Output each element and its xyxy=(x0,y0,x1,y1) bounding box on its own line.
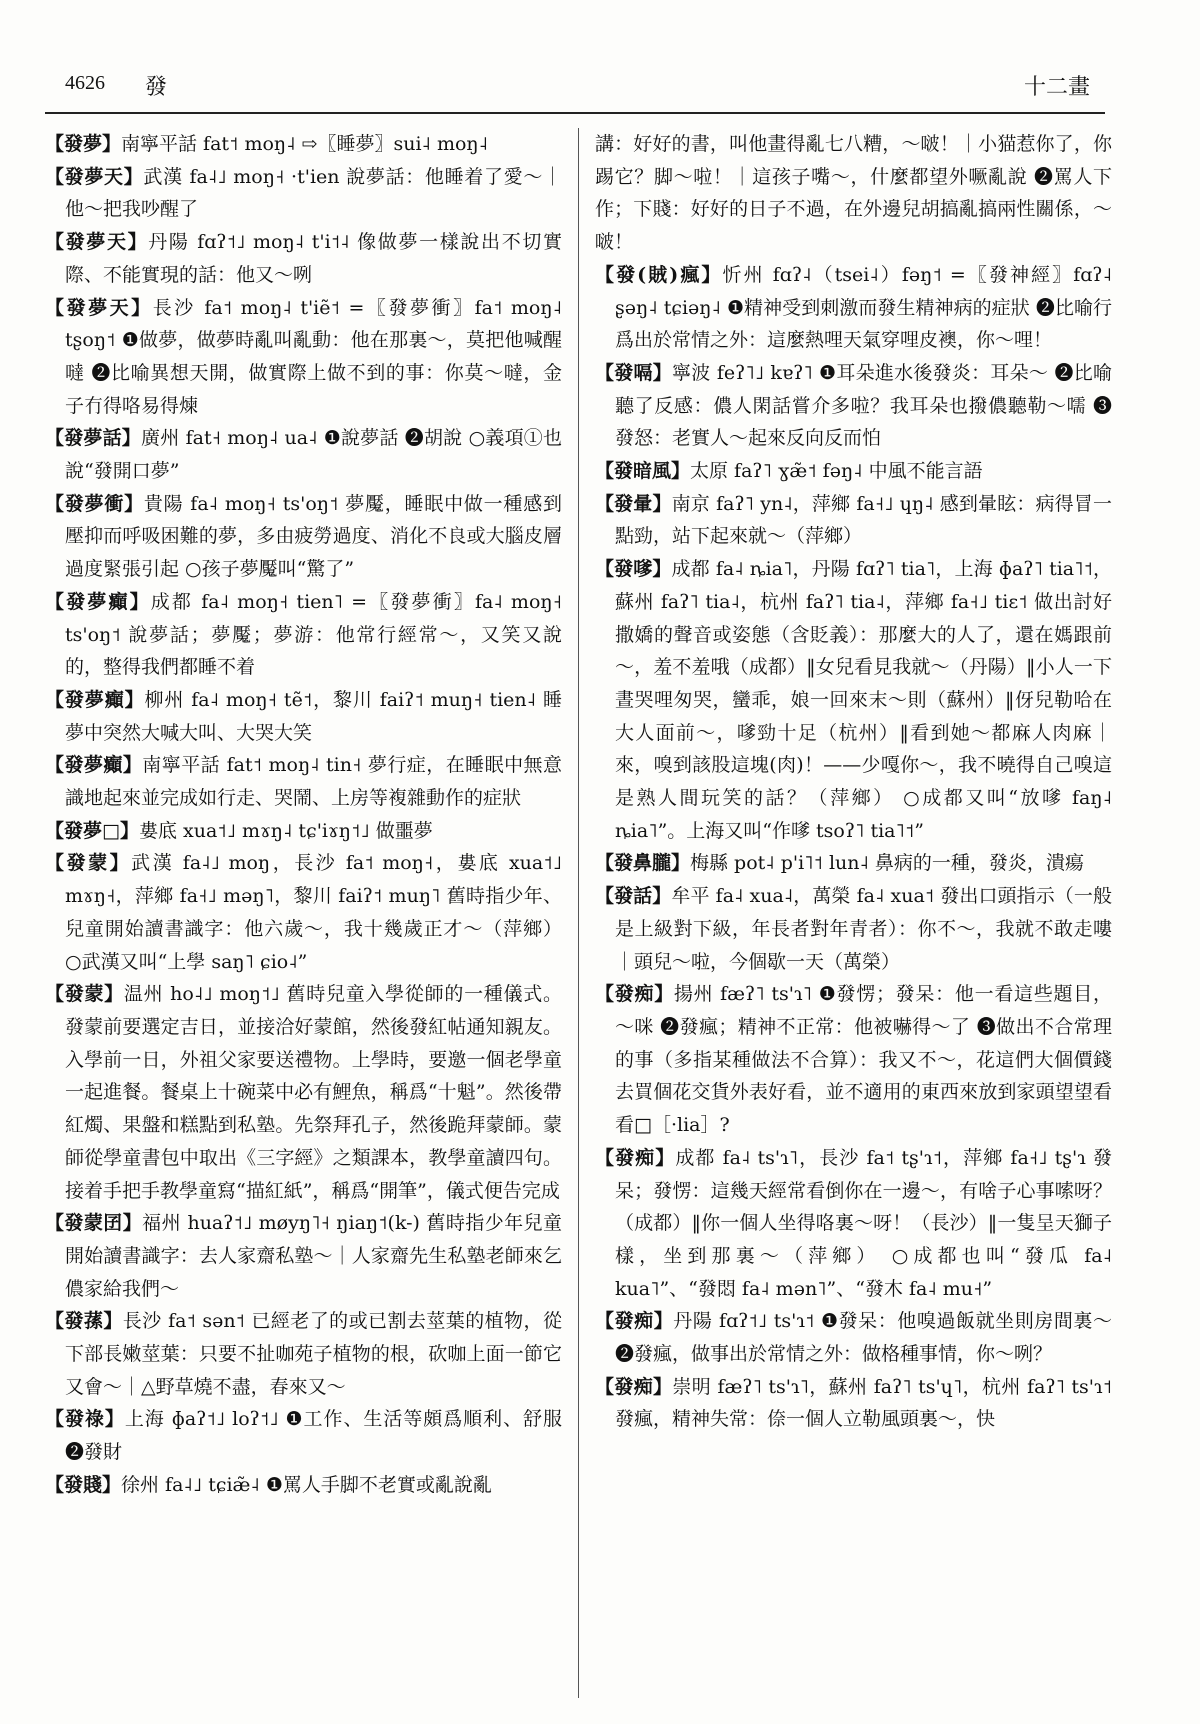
dictionary-entry xyxy=(595,978,1112,1142)
entry-text: 丹陽 fɑʔ˦˩ ts'ɿ˦ ❶發呆：他嗅過飯就坐則房間裏～ ❷發瘋，做事出於常情之外：做格種事情，你～咧？ xyxy=(615,1310,1112,1366)
dictionary-entry xyxy=(45,1305,562,1403)
entry-text: 成都 fa˨ ts'ɿ˥，長沙 fa˦ tʂ'ɿ˦，萍鄉 fa˧˩ tʂ'ɿ 發呆；發愣：這幾天經常看倒你在一邊～，有啥子心事嗦呀？（成都）‖你一個人坐得咯裏～呀！（長沙）‖一隻呈天獅子樣，坐到那裏～（萍鄉） ○成都也叫“發瓜 fa˨ kua˥”、“發悶 fa˨ mən˥”、“發木 fa˨ mu˧” xyxy=(615,1146,1112,1300)
dictionary-entry xyxy=(45,815,562,848)
dictionary-entry xyxy=(595,259,1112,357)
entry-text: 揚州 fæʔ˥ ts'ɿ˥ ❶發愣；發呆：他一看這些題目，～咪 ❷發瘋；精神不正常：他被嚇得～了 ❸做出不合常理的事（多指某種做法不合算）：我又不～，花這們大個價錢去買個花交貨外表好看，並不適用的東西來放到家頭望望看看□［·lia］? xyxy=(615,983,1112,1137)
entry-headword: 【發嗲】 xyxy=(595,558,672,581)
entry-headword: 【發夢□】 xyxy=(45,819,139,842)
entry-text: 南寧平話 fat˦ moŋ˨ ⇨〖睡夢〗sui˨ moŋ˨ xyxy=(121,133,489,155)
page-number: 4626 xyxy=(65,72,105,94)
column-divider xyxy=(578,128,579,1698)
entry-headword: 【發夢】 xyxy=(45,133,122,155)
dictionary-entry xyxy=(45,161,562,226)
entry-headword: 【發夢衝】 xyxy=(45,492,144,515)
entry-headword: 【發蒙】 xyxy=(45,983,124,1006)
dictionary-entry xyxy=(595,1305,1112,1370)
entry-headword: 【發痴】 xyxy=(595,983,674,1006)
header-character: 發 xyxy=(145,75,168,100)
dictionary-entry xyxy=(45,226,562,291)
entry-headword: 【發夢天】 xyxy=(45,296,153,319)
dictionary-entry xyxy=(45,128,562,161)
entry-headword: 【發夢癲】 xyxy=(45,590,151,613)
entry-text: 梅縣 pot˨ p'i˥˦ lun˨ 鼻病的一種，發炎，潰瘍 xyxy=(690,852,1084,875)
dictionary-entry xyxy=(595,1142,1112,1306)
dictionary-entry xyxy=(595,488,1112,553)
entry-text: 成都 fa˨ ȵia˥，丹陽 fɑʔ˥ tia˥，上海 ɸaʔ˥ tia˥˦，蘇州 faʔ˥ tia˨，杭州 faʔ˥ tia˨，萍鄉 fa˧˩ tiɛ˦ 做出討好撒嬌的聲音或姿態（含貶義）：那麼大的人了，還在媽跟前～，羞不羞哦（成都）‖女兒看見我就～（丹陽）‖小人一下晝哭哩匆哭，蠻乖，娘一回來末～則（蘇州）‖伢兒勒哈在大人面前～，嗲勁十足（杭州）‖看到她～都麻人肉麻｜來，嗅到該股這塊(肉)！——少嘎你～，我不曉得自己嗅這是熟人間玩笑的話？（萍鄉） ○成都又叫“放嗲 faŋ˨ ȵia˥”。上海又叫“作嗲 tsoʔ˥ tia˥˦” xyxy=(615,558,1112,842)
entry-headword: 【發夢話】 xyxy=(45,427,141,450)
entry-text: 南京 faʔ˥ yn˨，萍鄉 fa˧˩ ɥŋ˨ 感到暈眩：病得冒一點勁，站下起來就～（萍鄉） xyxy=(615,492,1112,548)
entry-headword: 【發暈】 xyxy=(595,492,672,515)
entry-text: 成都 fa˨ moŋ˧ tien˥ =〖發夢衝〗fa˨ moŋ˧ ts'oŋ˦ 說夢話；夢魘；夢游：他常行經常～，又笑又說的，整得我們都睡不着 xyxy=(65,590,562,679)
dictionary-entry xyxy=(45,422,562,487)
entry-text: 温州 ho˨˩ moŋ˦˩ 舊時兒童入學從師的一種儀式。發蒙前要選定吉日，並接洽好蒙館，然後發紅帖通知親友。入學前一日，外祖父家要送禮物。上學時，要邀一個老學童一起進餐。餐桌上十碗菜中必有鯉魚，稱爲“十魁”。然後帶紅燭、果盤和糕點到私塾。先祭拜孔子，然後跪拜蒙師。蒙師從學童書包中取出《三字經》之類課本，教學童讀四句。接着手把手教學童寫“描紅紙”，稱爲“開筆”，儀式便告完成 xyxy=(65,983,562,1202)
dictionary-entry xyxy=(595,455,1112,488)
entry-text: 牟平 fa˨ xua˨，萬榮 fa˨ xua˦ 發出口頭指示（一般是上級對下級，年長者對年青者）：你不～，我就不敢走嘍｜頭兒～啦，今個歇一天（萬榮） xyxy=(615,885,1112,973)
entry-text: 徐州 fa˨˩ tɕiæ̃˨ ❶罵人手脚不老實或亂說亂 xyxy=(121,1473,492,1496)
dictionary-entry xyxy=(45,488,562,586)
header-section: 十二畫 xyxy=(1023,75,1090,100)
entry-text: 長沙 fa˦ sən˦ 已經老了的或已割去莖葉的植物，從下部長嫩莖葉：只要不扯咖苑子植物的根，砍咖上面一節它又會～｜△野草燒不盡，春來又～ xyxy=(65,1310,562,1398)
entry-text: 貴陽 fa˨ moŋ˧ ts'oŋ˦ 夢魘，睡眠中做一種感到壓抑而呼吸困難的夢，多由疲勞過度、消化不良或大腦皮層過度緊張引起 ○孩子夢魘叫“驚了” xyxy=(65,492,562,581)
entry-headword: 【發痴】 xyxy=(595,1146,676,1169)
entry-headword: 【發嗝】 xyxy=(595,361,673,384)
entry-headword: 【發話】 xyxy=(595,885,672,908)
dictionary-entry xyxy=(45,586,562,684)
entry-text: 忻州 fɑʔ˨（tsei˨）fəŋ˦ =〖發神經〗fɑʔ˨ ʂəŋ˨ tɕiəŋ˨ ❶精神受到刺激而發生精神病的症狀 ❷比喻行爲出於常情之外：這麼熱哩天氣穿哩皮襖，你～哩！ xyxy=(615,263,1112,352)
entry-headword: 【發蒙囝】 xyxy=(45,1212,143,1235)
entry-text: 廣州 fat˧ moŋ˨ ua˨ ❶說夢話 ❷胡說 ○義項①也說“發開口夢” xyxy=(65,427,562,483)
entry-headword: 【發蒙】 xyxy=(45,852,132,875)
entry-headword: 【發賤】 xyxy=(45,1473,122,1496)
dictionary-entry xyxy=(595,880,1112,978)
entry-text: 丹陽 fɑʔ˦˩ moŋ˨ t'i˦˨ 像做夢一樣說出不切實際、不能實現的話：他又～咧 xyxy=(65,231,562,286)
right-column xyxy=(595,128,1112,1698)
dictionary-entry xyxy=(595,847,1112,880)
dictionary-entry xyxy=(45,1403,562,1468)
entry-text: 崇明 fæʔ˥ ts'ɿ˥，蘇州 faʔ˥ ts'ɥ˥，杭州 faʔ˥ ts'ɿ˦ 發瘋，精神失常：倷一個人立勒風頭裏～，快 xyxy=(615,1375,1112,1431)
dictionary-entry xyxy=(45,847,562,978)
dictionary-entry xyxy=(595,357,1112,455)
dictionary-entry xyxy=(45,292,562,423)
entry-text: 上海 ɸaʔ˦˩ loʔ˦˩ ❶工作、生活等頗爲順利、舒服 ❷發財 xyxy=(65,1408,562,1464)
dictionary-entry xyxy=(45,684,562,749)
entry-text: 柳州 fa˨ moŋ˧ tẽ˦，黎川 faiʔ˦ muŋ˧ tien˨ 睡夢中突然大喊大叫、大哭大笑 xyxy=(65,688,562,744)
left-column xyxy=(45,128,562,1698)
entry-headword: 【發鼻朧】 xyxy=(595,852,691,875)
entry-text: 婁底 xua˦˩ mɤŋ˨ tɕ'iɤŋ˦˩ 做噩夢 xyxy=(138,819,433,842)
entry-headword: 【發暗風】 xyxy=(595,460,691,483)
dictionary-entry xyxy=(45,978,562,1207)
dictionary-entry xyxy=(595,553,1112,847)
entry-text: 太原 faʔ˥ ɣæ̃˦ fəŋ˨ 中風不能言語 xyxy=(690,460,983,483)
entry-headword: 【發夢天】 xyxy=(45,231,149,254)
dictionary-entry xyxy=(595,1371,1112,1436)
entry-headword: 【發痴】 xyxy=(595,1375,673,1398)
entry-headword: 【發夢天】 xyxy=(45,165,144,188)
entry-text: 福州 huaʔ˦˩ møyŋ˥˧ ŋiaŋ˦(k-) 舊時指少年兒童開始讀書識字：去人家齋私塾～｜人家齋先生私塾老師來乞儂家給我們～ xyxy=(65,1212,562,1300)
dictionary-entry xyxy=(45,749,562,814)
entry-text: 講：好好的書，叫他畫得亂七八糟，～啵！｜小猫惹你了，你踢它？脚～啦！｜這孩子嘴～，什麼都望外噘亂說 ❷罵人下作；下賤：好好的日子不過，在外邊兒胡搞亂搞兩性關係，～啵！ xyxy=(595,133,1112,254)
entry-text: 武漢 fa˨˩ moŋ˧ ·t'ien 說夢話：他睡着了愛～｜他～把我吵醒了 xyxy=(65,165,562,221)
entry-headword: 【發夢癲】 xyxy=(45,754,143,777)
entry-text: 武漢 fa˨˩ moŋ，長沙 fa˦ moŋ˧，婁底 xua˦˩ mɤŋ˧，萍鄉 fa˧˩ məŋ˥，黎川 faiʔ˦ muŋ˥ 舊時指少年、兒童開始讀書識字：他六歲～，我十幾歲正才～（萍鄉） ○武漢又叫“上學 saŋ˥ ɕio˨” xyxy=(65,852,562,973)
dictionary-entry xyxy=(595,128,1112,259)
entry-headword: 【發蓀】 xyxy=(45,1310,123,1333)
entry-headword: 【發(賊)瘋】 xyxy=(595,263,723,286)
entry-text: 寧波 feʔ˥˩ kɐʔ˥ ❶耳朵進水後發炎：耳朵～ ❷比喻聽了反感：儂人閑話嘗介多啦？我耳朵也撥儂聽勒～嚅 ❸發怒：老實人～起來反向反而怕 xyxy=(615,361,1112,450)
dictionary-entry xyxy=(45,1207,562,1305)
entry-headword: 【發痴】 xyxy=(595,1310,674,1333)
entry-headword: 【發祿】 xyxy=(45,1408,125,1431)
entry-headword: 【發夢癲】 xyxy=(45,688,145,711)
entry-text: 長沙 fa˦ moŋ˨ t'iẽ˦ =〖發夢衝〗fa˦ moŋ˨ tʂoŋ˦ ❶做夢，做夢時亂叫亂動：他在那裏～，莫把他喊醒噠 ❷比喻異想天開，做實際上做不到的事：你莫～噠，金子冇得咯易得煉 xyxy=(65,296,562,417)
dictionary-entry xyxy=(45,1469,562,1502)
page-header xyxy=(45,72,1105,114)
entry-text: 南寧平話 fat˦ moŋ˨ tin˧ 夢行症，在睡眠中無意識地起來並完成如行走、哭鬧、上房等複雜動作的症狀 xyxy=(65,754,562,810)
